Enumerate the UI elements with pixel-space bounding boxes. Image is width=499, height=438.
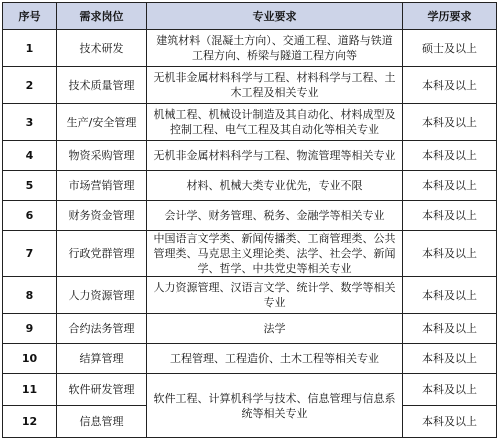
row-education: 硕士及以上 xyxy=(403,30,497,67)
row-position: 物资采购管理 xyxy=(57,141,147,171)
row-education: 本科及以上 xyxy=(403,171,497,201)
row-position: 技术研发 xyxy=(57,30,147,67)
table-row xyxy=(3,171,497,201)
row-education: 本科及以上 xyxy=(403,277,497,314)
table-row xyxy=(3,314,497,344)
row-education: 本科及以上 xyxy=(403,231,497,277)
row-education: 本科及以上 xyxy=(403,374,497,406)
row-position: 软件研发管理 xyxy=(57,374,147,406)
recruitment-requirements-table xyxy=(2,2,497,438)
row-major: 建筑材料（混凝土方向）、交通工程、道路与铁道工程方向、桥梁与隧道工程方向等 xyxy=(147,30,403,67)
row-education: 本科及以上 xyxy=(403,201,497,231)
table-header-row xyxy=(3,3,497,30)
row-index: 5 xyxy=(3,171,57,201)
row-index: 10 xyxy=(3,344,57,374)
row-index: 7 xyxy=(3,231,57,277)
header-major: 专业要求 xyxy=(147,3,403,30)
row-education: 本科及以上 xyxy=(403,406,497,438)
row-position: 合约法务管理 xyxy=(57,314,147,344)
table-row xyxy=(3,67,497,104)
row-index: 2 xyxy=(3,67,57,104)
row-position: 财务资金管理 xyxy=(57,201,147,231)
row-education: 本科及以上 xyxy=(403,67,497,104)
header-education: 学历要求 xyxy=(403,3,497,30)
row-education: 本科及以上 xyxy=(403,141,497,171)
row-position: 人力资源管理 xyxy=(57,277,147,314)
row-education: 本科及以上 xyxy=(403,344,497,374)
table-row xyxy=(3,231,497,277)
row-position: 结算管理 xyxy=(57,344,147,374)
table-row xyxy=(3,141,497,171)
row-major: 法学 xyxy=(147,314,403,344)
row-major: 无机非金属材料科学与工程、物流管理等相关专业 xyxy=(147,141,403,171)
header-index: 序号 xyxy=(3,3,57,30)
row-education: 本科及以上 xyxy=(403,104,497,141)
row-index: 1 xyxy=(3,30,57,67)
row-index: 4 xyxy=(3,141,57,171)
table-row xyxy=(3,344,497,374)
table-row xyxy=(3,277,497,314)
row-position: 信息管理 xyxy=(57,406,147,438)
table-row xyxy=(3,30,497,67)
row-major: 无机非金属材料科学与工程、材料科学与工程、土木工程及相关专业 xyxy=(147,67,403,104)
row-index: 6 xyxy=(3,201,57,231)
row-major: 机械工程、机械设计制造及其自动化、材料成型及控制工程、电气工程及其自动化等相关专业 xyxy=(147,104,403,141)
row-index: 3 xyxy=(3,104,57,141)
row-major-merged: 软件工程、计算机科学与技术、信息管理与信息系统等相关专业 xyxy=(147,374,403,438)
table-row xyxy=(3,201,497,231)
table-row xyxy=(3,374,497,406)
row-education: 本科及以上 xyxy=(403,314,497,344)
row-major: 会计学、财务管理、税务、金融学等相关专业 xyxy=(147,201,403,231)
row-index: 11 xyxy=(3,374,57,406)
row-position: 市场营销管理 xyxy=(57,171,147,201)
row-position: 生产/安全管理 xyxy=(57,104,147,141)
row-index: 9 xyxy=(3,314,57,344)
row-position: 行政党群管理 xyxy=(57,231,147,277)
row-index: 12 xyxy=(3,406,57,438)
row-major: 中国语言文学类、新闻传播类、工商管理类、公共管理类、马克思主义理论类、法学、社会学、新闻学、哲学、中共党史等相关专业 xyxy=(147,231,403,277)
row-major: 材料、机械大类专业优先，专业不限 xyxy=(147,171,403,201)
row-major: 工程管理、工程造价、土木工程等相关专业 xyxy=(147,344,403,374)
table-row xyxy=(3,104,497,141)
row-major: 人力资源管理、汉语言文学、统计学、数学等相关专业 xyxy=(147,277,403,314)
row-index: 8 xyxy=(3,277,57,314)
row-position: 技术质量管理 xyxy=(57,67,147,104)
header-position: 需求岗位 xyxy=(57,3,147,30)
